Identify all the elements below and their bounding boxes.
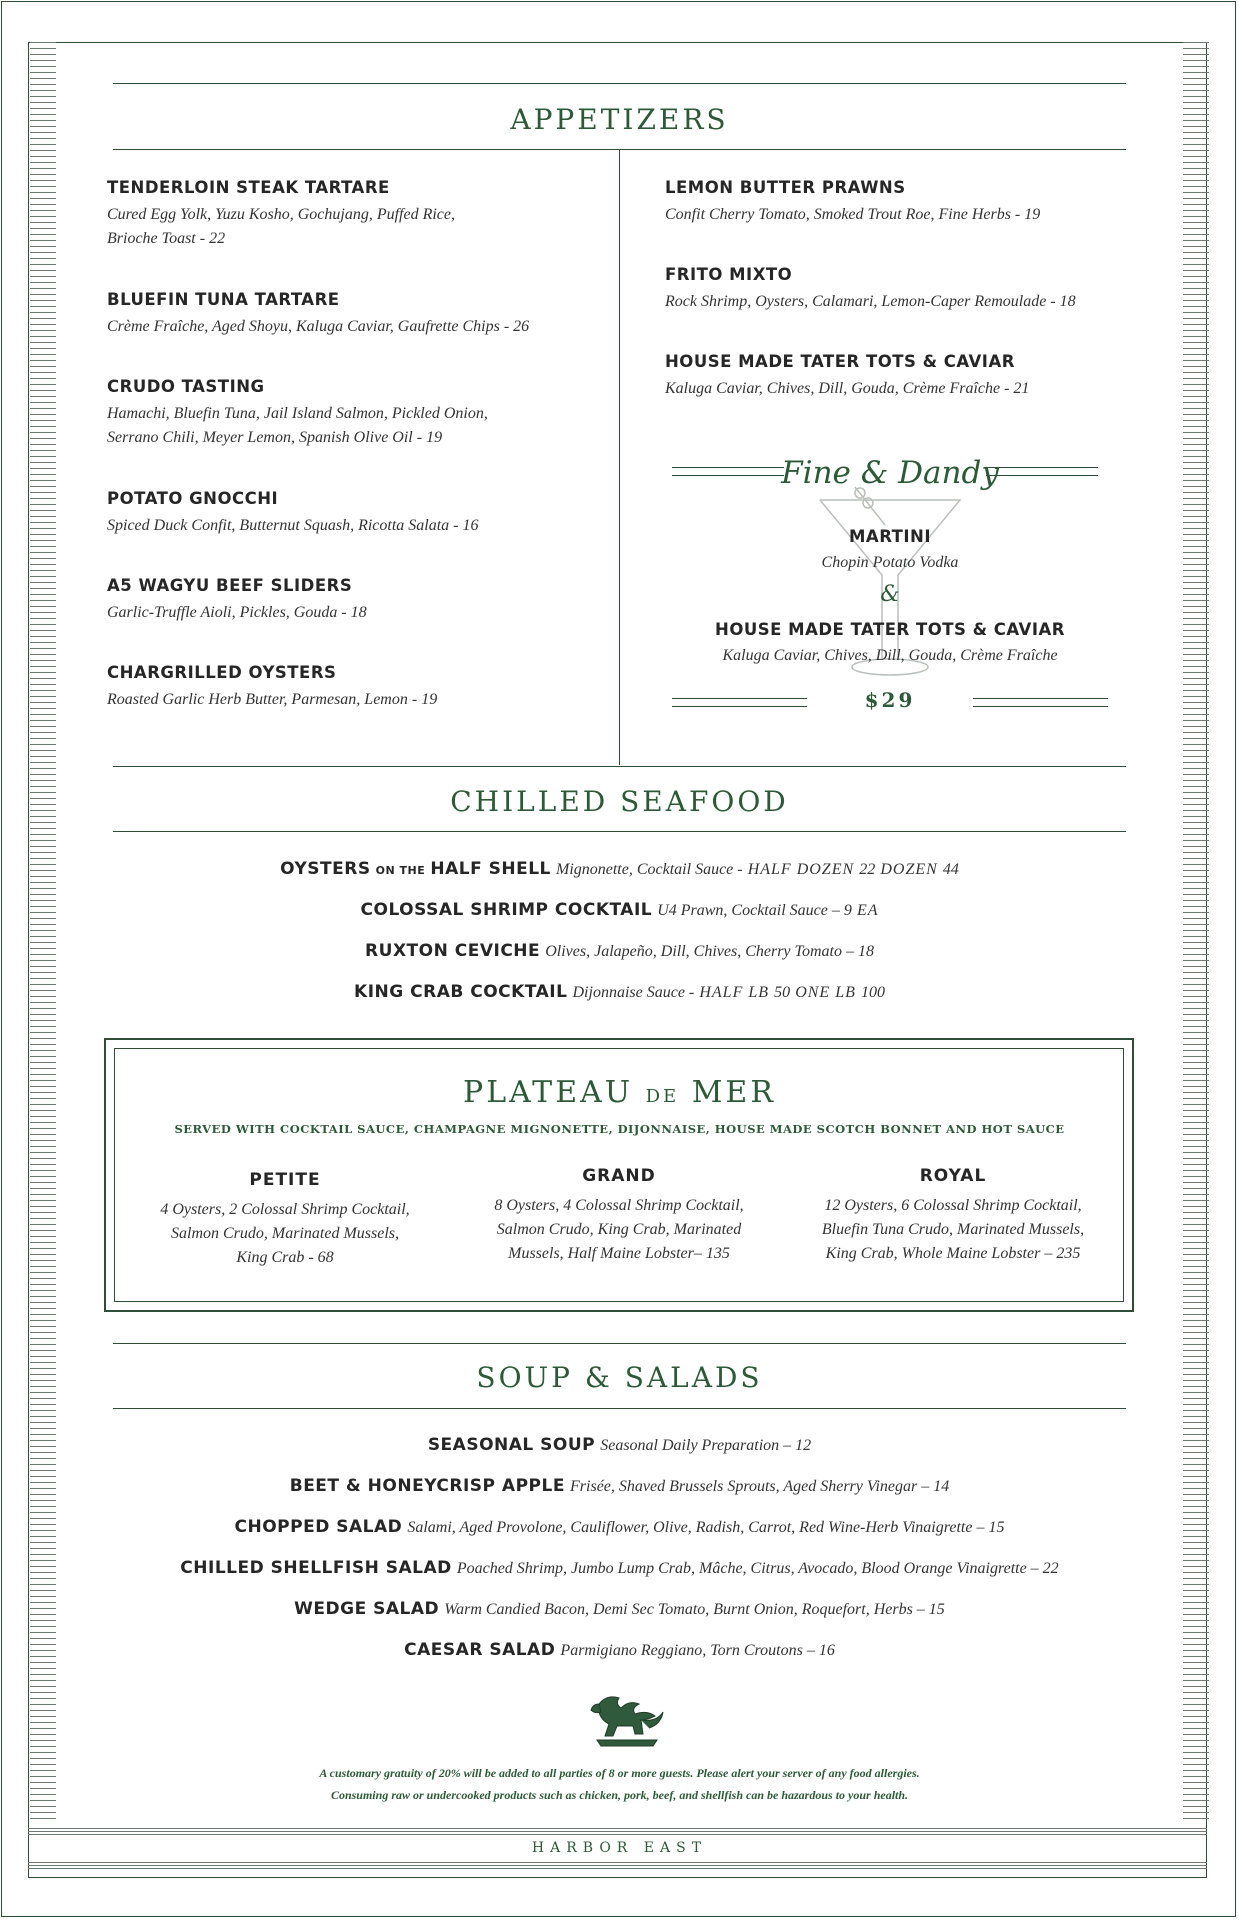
item-desc: Serrano Chili, Meyer Lemon, Spanish Olive Oil - 19: [107, 429, 443, 446]
plateau-subtitle: SERVED WITH COCKTAIL SAUCE, CHAMPAGNE MIGNONETTE, DIJONNAISE, HOUSE MADE SCOTCH BONNET AND HOT SAUCE: [174, 1122, 1065, 1136]
gratuity-note: A customary gratuity of 20% will be added to all parties of 8 or more guests. Please alert your server of any food allergies.: [319, 1766, 920, 1780]
plateau-tier: [803, 1166, 1103, 1266]
menu-item: [107, 576, 577, 625]
item-desc: Crème Fraîche, Aged Shoyu, Kaluga Caviar, Gaufrette Chips - 26: [107, 318, 530, 335]
item-name: HOUSE MADE TATER TOTS & CAVIAR: [665, 352, 1015, 371]
tier-desc-line: King Crab, Whole Maine Lobster – 235: [825, 1245, 1081, 1262]
plateau-title-c: MER: [691, 1075, 776, 1110]
item-name: RUXTON CEVICHE: [365, 941, 541, 961]
menu-item: [107, 663, 577, 712]
special-food-name: HOUSE MADE TATER TOTS & CAVIAR: [715, 620, 1065, 639]
item-desc: Garlic-Truffle Aioli, Pickles, Gouda - 18: [107, 604, 367, 621]
tier-desc-line: Mussels, Half Maine Lobster– 135: [508, 1245, 730, 1262]
location-name: HARBOR EAST: [531, 1840, 708, 1856]
divider: [113, 1408, 1126, 1409]
plateau-title-a: PLATEAU: [463, 1075, 634, 1110]
item-desc: Mignonette, Cocktail Sauce -: [555, 861, 743, 878]
item-name: CHOPPED SALAD: [234, 1517, 403, 1537]
item-name: HALF SHELL: [430, 859, 551, 879]
griffin-logo-icon: [577, 1690, 673, 1752]
menu-item: [665, 265, 1145, 314]
item-name: FRITO MIXTO: [665, 265, 793, 284]
item-desc: Spiced Duck Confit, Butternut Squash, Ricotta Salata - 16: [107, 517, 479, 534]
special-price: $29: [864, 688, 916, 712]
item-name: SEASONAL SOUP: [427, 1435, 596, 1455]
item-name: BEET & HONEYCRISP APPLE: [289, 1476, 565, 1496]
menu-item: [665, 352, 1145, 401]
menu-item: [0, 1639, 1239, 1663]
plateau-title: [0, 1075, 1239, 1110]
item-name: CRUDO TASTING: [107, 377, 265, 396]
item-unit: HALF DOZEN: [747, 861, 855, 878]
item-price: 50: [774, 984, 791, 1001]
item-desc: Parmigiano Reggiano, Torn Croutons – 16: [560, 1642, 835, 1659]
menu-item: [0, 899, 1239, 923]
tier-desc-line: King Crab - 68: [236, 1249, 334, 1266]
item-desc: Warm Candied Bacon, Demi Sec Tomato, Burnt Onion, Roquefort, Herbs – 15: [444, 1601, 945, 1618]
left-border-lines: [30, 42, 56, 1822]
special-food-desc: Kaluga Caviar, Chives, Dill, Gouda, Crème Fraîche: [722, 647, 1058, 664]
menu-item: [0, 1475, 1239, 1499]
tier-desc-line: 8 Oysters, 4 Colossal Shrimp Cocktail,: [494, 1197, 744, 1214]
item-price: 44: [942, 861, 959, 878]
item-name: ON THE: [375, 864, 426, 877]
tier-name: ROYAL: [919, 1166, 987, 1186]
tier-desc-line: 4 Oysters, 2 Colossal Shrimp Cocktail,: [160, 1201, 410, 1218]
item-desc: Poached Shrimp, Jumbo Lump Crab, Mâche, Citrus, Avocado, Blood Orange Vinaigrette – 22: [456, 1560, 1059, 1577]
special-panel: [670, 455, 1110, 725]
item-desc: Frisée, Shaved Brussels Sprouts, Aged Sherry Vinegar – 14: [570, 1478, 950, 1495]
tier-name: PETITE: [249, 1170, 321, 1190]
item-desc: Salami, Aged Provolone, Cauliflower, Olive, Radish, Carrot, Red Wine-Herb Vinaigrette – 15: [407, 1519, 1005, 1536]
item-unit: DOZEN: [880, 861, 938, 878]
item-name: BLUEFIN TUNA TARTARE: [107, 290, 340, 309]
item-desc: U4 Prawn, Cocktail Sauce – 9: [657, 902, 852, 919]
menu-item: [0, 981, 1239, 1005]
tier-desc-line: Salmon Crudo, Marinated Mussels,: [171, 1225, 399, 1242]
item-desc: Seasonal Daily Preparation – 12: [600, 1437, 812, 1454]
menu-item: [0, 940, 1239, 964]
plateau-tier: [469, 1166, 769, 1266]
menu-item: [107, 377, 577, 450]
plateau-title-b: DE: [645, 1086, 680, 1107]
soups-title: SOUP & SALADS: [476, 1361, 763, 1394]
column-divider: [619, 150, 620, 765]
menu-item: [107, 489, 577, 538]
special-script-title: Fine & Dandy: [781, 455, 999, 491]
tier-desc-line: 12 Oysters, 6 Colossal Shrimp Cocktail,: [824, 1197, 1082, 1214]
tier-name: GRAND: [582, 1166, 656, 1186]
special-drink-desc: Chopin Potato Vodka: [821, 554, 959, 571]
item-unit: ONE LB: [795, 984, 856, 1001]
chilled-title: CHILLED SEAFOOD: [450, 785, 789, 818]
item-name: A5 WAGYU BEEF SLIDERS: [107, 576, 353, 595]
item-name: KING CRAB COCKTAIL: [354, 982, 568, 1002]
menu-item: [0, 1434, 1239, 1458]
item-name: POTATO GNOCCHI: [107, 489, 279, 508]
item-name: LEMON BUTTER PRAWNS: [665, 178, 906, 197]
menu-item: [107, 290, 577, 339]
divider: [113, 83, 1126, 84]
item-name: COLOSSAL SHRIMP COCKTAIL: [360, 900, 653, 920]
item-desc: Brioche Toast - 22: [107, 230, 226, 247]
item-name: TENDERLOIN STEAK TARTARE: [107, 178, 390, 197]
item-unit: EA: [856, 902, 879, 919]
item-name: WEDGE SALAD: [294, 1599, 440, 1619]
menu-item: [107, 178, 577, 251]
item-desc: Olives, Jalapeño, Dill, Chives, Cherry Tomato – 18: [545, 943, 874, 960]
menu-item: [0, 1516, 1239, 1540]
health-warning: Consuming raw or undercooked products such as chicken, pork, beef, and shellfish can be hazardous to your health.: [330, 1788, 909, 1802]
menu-item: [0, 1598, 1239, 1622]
bottom-border-lines-upper: [28, 1828, 1207, 1837]
item-unit: HALF LB: [699, 984, 770, 1001]
item-desc: Hamachi, Bluefin Tuna, Jail Island Salmon, Pickled Onion,: [107, 405, 488, 422]
item-name: CHILLED SHELLFISH SALAD: [180, 1558, 452, 1578]
item-name: CHARGRILLED OYSTERS: [107, 663, 337, 682]
special-drink-name: MARTINI: [849, 527, 931, 546]
item-price: 22: [859, 861, 876, 878]
right-border-lines: [1183, 42, 1209, 1822]
menu-item: [0, 1557, 1239, 1581]
appetizers-title: APPETIZERS: [510, 103, 729, 136]
item-desc: Cured Egg Yolk, Yuzu Kosho, Gochujang, Puffed Rice,: [107, 206, 455, 223]
item-desc: Kaluga Caviar, Chives, Dill, Gouda, Crème Fraîche - 21: [665, 380, 1030, 397]
divider: [113, 766, 1126, 767]
item-price: 100: [860, 984, 885, 1001]
plateau-tier: [135, 1170, 435, 1270]
item-name: OYSTERS: [280, 859, 371, 879]
item-desc: Rock Shrimp, Oysters, Calamari, Lemon-Caper Remoulade - 18: [665, 293, 1076, 310]
divider: [113, 831, 1126, 832]
item-desc: Roasted Garlic Herb Butter, Parmesan, Lemon - 19: [107, 691, 438, 708]
menu-item: [665, 178, 1145, 227]
item-desc: Confit Cherry Tomato, Smoked Trout Roe, Fine Herbs - 19: [665, 206, 1041, 223]
bottom-border-lines-lower: [28, 1862, 1207, 1871]
menu-item: [0, 858, 1239, 882]
item-name: CAESAR SALAD: [404, 1640, 556, 1660]
divider: [113, 1343, 1126, 1344]
tier-desc-line: Bluefin Tuna Crudo, Marinated Mussels,: [821, 1221, 1085, 1238]
item-desc: Dijonnaise Sauce -: [572, 984, 695, 1001]
tier-desc-line: Salmon Crudo, King Crab, Marinated: [496, 1221, 742, 1238]
special-ampersand: &: [880, 582, 900, 607]
